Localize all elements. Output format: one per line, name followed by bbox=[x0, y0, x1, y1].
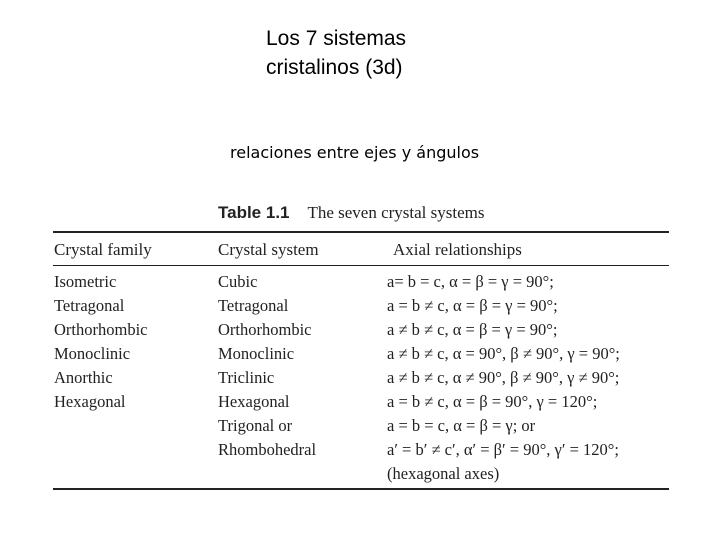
cell-crystal-system: Hexagonal bbox=[218, 392, 290, 411]
cell-axial-relationships: a = b ≠ c, α = β = 90°, γ = 120°; bbox=[387, 392, 598, 411]
cell-crystal-system: Triclinic bbox=[218, 368, 275, 387]
cell-axial-relationships: a ≠ b ≠ c, α = 90°, β ≠ 90°, γ = 90°; bbox=[387, 344, 620, 363]
slide-title-line-2: cristalinos (3d) bbox=[266, 56, 403, 79]
cell-axial-relationships: a ≠ b ≠ c, α = β = γ = 90°; bbox=[387, 320, 558, 339]
table-caption-number: Table 1.1 bbox=[218, 203, 290, 222]
header-crystal-family: Crystal family bbox=[54, 240, 152, 259]
cell-crystal-system: Tetragonal bbox=[218, 296, 289, 315]
cell-axial-relationships: (hexagonal axes) bbox=[387, 464, 500, 483]
cell-crystal-family: Isometric bbox=[54, 272, 117, 291]
table-top-rule bbox=[53, 231, 669, 233]
table-caption-text: The seven crystal systems bbox=[307, 203, 485, 222]
header-crystal-system: Crystal system bbox=[218, 240, 319, 259]
slide-title-line-1: Los 7 sistemas bbox=[266, 27, 407, 50]
cell-axial-relationships: a = b = c, α = β = γ; or bbox=[387, 416, 536, 435]
cell-crystal-family: Monoclinic bbox=[54, 344, 131, 363]
table-header-rule bbox=[53, 265, 669, 266]
cell-crystal-system: Cubic bbox=[218, 272, 258, 291]
cell-crystal-system: Orthorhombic bbox=[218, 320, 312, 339]
cell-axial-relationships: a = b ≠ c, α = β = γ = 90°; bbox=[387, 296, 558, 315]
cell-crystal-family: Orthorhombic bbox=[54, 320, 148, 339]
table-caption bbox=[218, 203, 485, 223]
cell-crystal-system: Trigonal or bbox=[218, 416, 293, 435]
header-axial-relationships: Axial relationships bbox=[393, 240, 522, 259]
cell-crystal-family: Anorthic bbox=[54, 368, 113, 387]
slide-title bbox=[266, 24, 566, 82]
cell-crystal-system: Monoclinic bbox=[218, 344, 295, 363]
table-bottom-rule bbox=[53, 488, 669, 490]
cell-crystal-family: Hexagonal bbox=[54, 392, 126, 411]
cell-axial-relationships: a= b = c, α = β = γ = 90°; bbox=[387, 272, 554, 291]
slide-subtitle: relaciones entre ejes y ángulos bbox=[230, 143, 480, 162]
cell-axial-relationships: a ≠ b ≠ c, α ≠ 90°, β ≠ 90°, γ ≠ 90°; bbox=[387, 368, 620, 387]
cell-crystal-family: Tetragonal bbox=[54, 296, 125, 315]
cell-crystal-system: Rhombohedral bbox=[218, 440, 317, 459]
cell-axial-relationships: a′ = b′ ≠ c′, α′ = β′ = 90°, γ′ = 120°; bbox=[387, 440, 619, 459]
